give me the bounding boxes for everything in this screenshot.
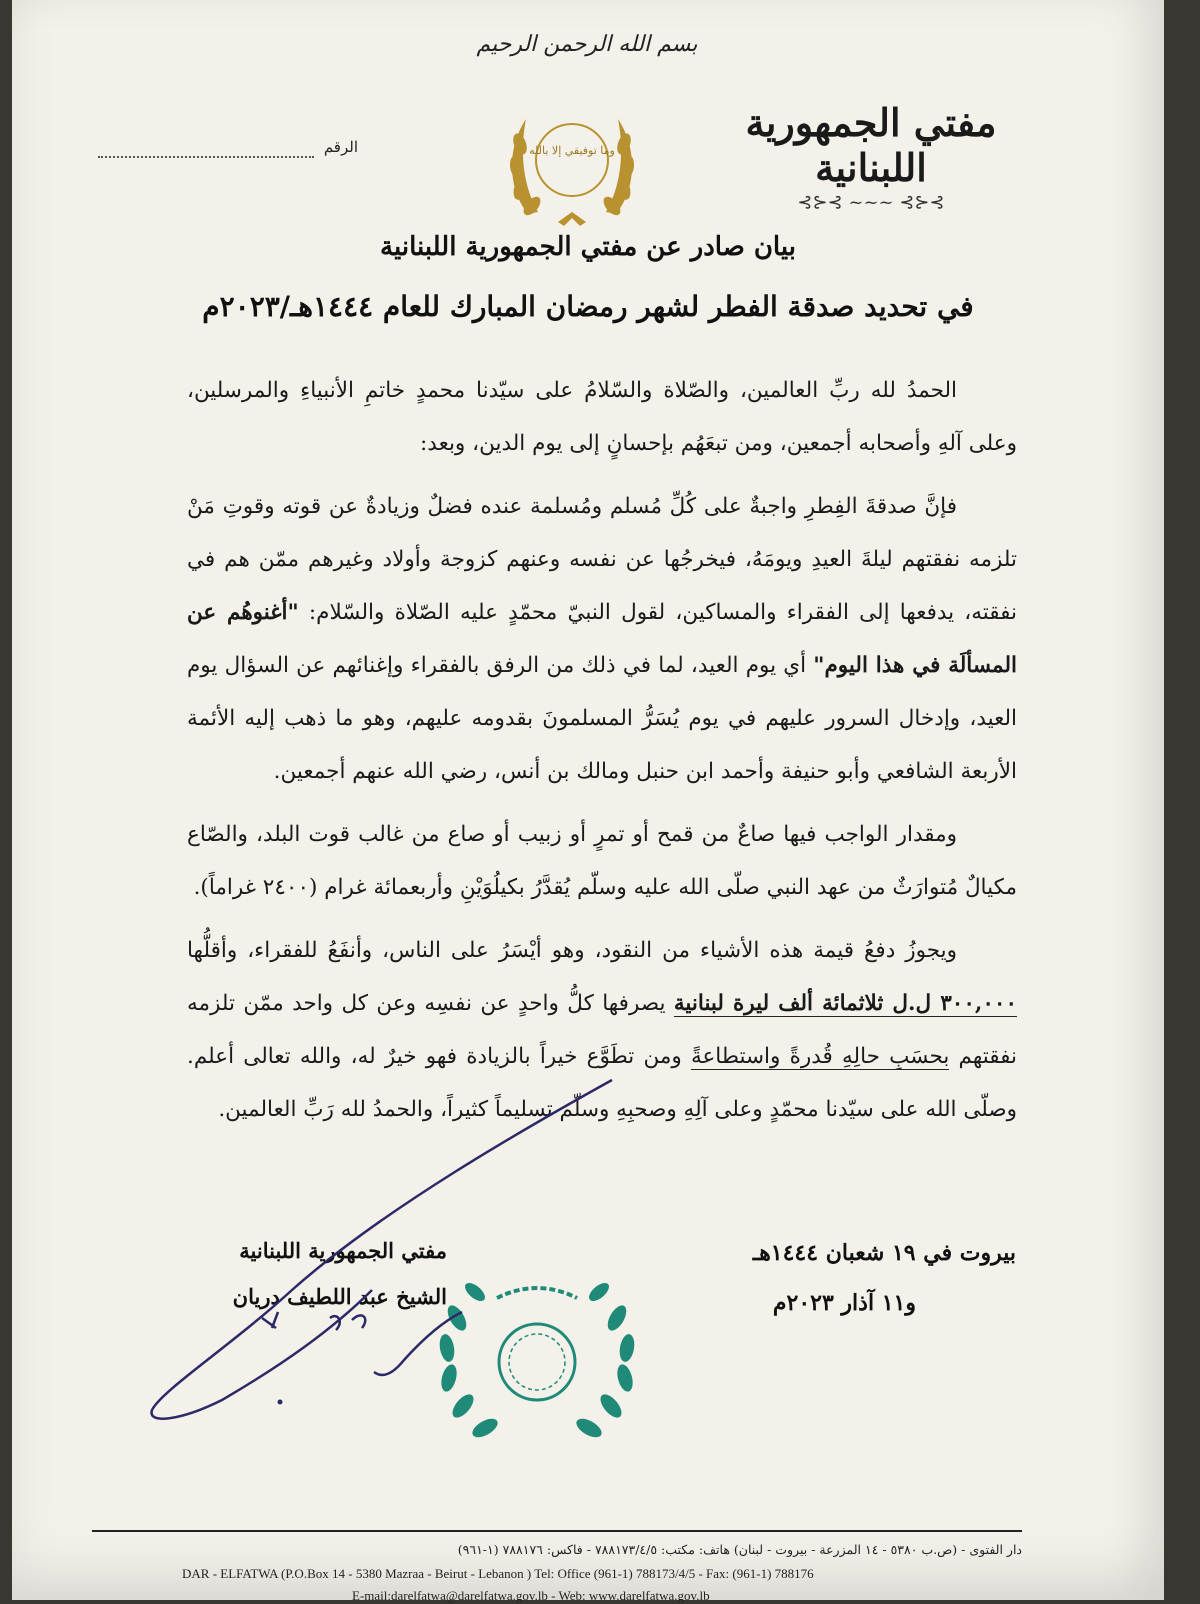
paragraph-opening: الحمدُ لله ربِّ العالمين، والصّلاة والسّلامُ على سيّدنا محمدٍ خاتمِ الأنبياءِ والمرسلين، وعلى آلهِ وأصحابه أجمعين، ومن تبعَهُم بإحسانٍ إلى يوم الدين، وبعد: <box>187 378 1017 456</box>
letterhead-ornament: ⊱⊰⊱ ~~~ ⊱⊰⊱ <box>797 192 945 213</box>
document-page <box>12 0 1164 1603</box>
statement-body <box>187 364 1017 1146</box>
minimum-amount: ٣٠٠,٠٠٠ ل.ل ثلاثمائة ألف ليرة لبنانية <box>673 991 1017 1016</box>
signatory-title: مفتي الجمهورية اللبنانية <box>239 1238 447 1263</box>
hadith-quote: "أغنوهُم عن المسألَة في هذا اليوم" <box>187 600 1017 678</box>
statement-subtitle: في تحديد صدقة الفطر لشهر رمضان المبارك للعام ١٤٤٤هـ/٢٠٢٣م <box>202 290 974 323</box>
footer-arabic-address: دار الفتوى - (ص.ب ٥٣٨٠ - ١٤ المزرعة - بيروت - لبنان) هاتف: مكتب: ٧٨٨١٧٣/٤/٥ - فاكس: ٧٨٨١٧٦ (١-٩٦١) <box>457 1542 1022 1557</box>
green-official-seal-icon <box>427 1258 647 1458</box>
hijri-date: بيروت في ١٩ شعبان ١٤٤٤هـ <box>752 1240 1016 1266</box>
paragraph-cash-closing: ومن تطَوَّع خيراً بالزيادة فهو خيرٌ له، والله تعالى أعلم. وصلّى الله على سيّدنا محمّدٍ وعلى آلِهِ وصحبِهِ وسلّم تسليماً كثيراً، والحمدُ لله رَبِّ العالمين. <box>187 1044 1017 1122</box>
footer-email-web: E-mail:darelfatwa@darelfatwa.gov.lb - Web: www.darelfatwa.gov.lb <box>352 1588 710 1603</box>
place-date-block <box>662 1228 1016 1328</box>
paragraph-amount: ومقدار الواجب فيها صاعٌ من قمح أو تمرٍ أو زبيب أو صاع من غالب قوت البلد، والصّاع مكيالٌ مُتوارَثٌ من عهد النبي صلّى الله عليه وسلّم يُقدَّرُ بكيلُوَيْنِ وأربعمائة غرام (٢٤٠٠ غراماً). <box>187 822 1017 900</box>
paragraph-obligation-text: فإنَّ صدقةَ الفِطرِ واجبةٌ على كُلِّ مُسلم ومُسلمة عنده فضلٌ وزيادةٌ عن قوته وقوتِ مَنْ تلزمه نفقتهم ليلةَ العيدِ ويومَهُ، فيخرجُها عن نفسه وعنهم كزوجة وأولاد وغيرهم ممّن هم في نفقته، يدفعها إلى الفقراء والمساكين، لقول النبيّ محمّدٍ عليه الصّلاة والسّلام: <box>187 494 1017 625</box>
letterhead-title: مفتي الجمهورية اللبنانية <box>745 100 997 190</box>
footer-english-address: DAR - ELFATWA (P.O.Box 14 - 5380 Mazraa - Beirut - Lebanon ) Tel: Office (961-1) 788173/4/5 - Fax: (961-1) 788176 <box>182 1566 814 1581</box>
gregorian-date: و١١ آذار ٢٠٢٣م <box>772 1290 916 1316</box>
paragraph-cash-text: ويجوزُ دفعُ قيمة هذه الأشياء من النقود، وهو أيْسَرُ على الناس، وأنفَعُ للفقراء، وأقلُّها <box>187 938 957 963</box>
statement-title: بيان صادر عن مفتي الجمهورية اللبنانية <box>380 232 796 262</box>
gold-emblem-icon <box>498 94 646 234</box>
signatory-name: الشيخ عبد اللطيف دريان <box>232 1284 447 1309</box>
basmala: بسم الله الرحمن الرحيم <box>476 32 698 57</box>
reference-field <box>98 138 358 162</box>
emblem-text: وما توفيقي إلا بالله <box>529 144 615 157</box>
paragraph-obligation <box>187 480 1017 798</box>
footer-rule <box>92 1530 1022 1532</box>
underlined-phrase: بحسَبِ حالِهِ قُدرةً واستطاعةً <box>690 1044 950 1069</box>
reference-dotted-line <box>98 156 314 158</box>
paragraph-obligation-rest: أي يوم العيد، لما في ذلك من الرفق بالفقراء وإغنائهم عن السؤال يوم العيد، وإدخال السرور عليهم في يوم يُسَرُّ المسلمونَ بقدومه عليهم، وهو ما ذهب إليه الأئمة الأربعة الشافعي وأبو حنيفة وأحمد ابن حنبل ومالك بن أنس، رضي الله عنهم أجمعين. <box>187 653 1017 784</box>
paragraph-cash-value <box>187 924 1017 1136</box>
letterhead <box>706 100 1036 213</box>
signatory-block <box>187 1228 447 1320</box>
reference-label: الرقم <box>323 138 358 156</box>
paragraph-cash-middle: يصرفها كلُّ واحدٍ عن نفسِه وعن كل واحد ممّن تلزمه نفقتهم <box>187 991 1017 1069</box>
